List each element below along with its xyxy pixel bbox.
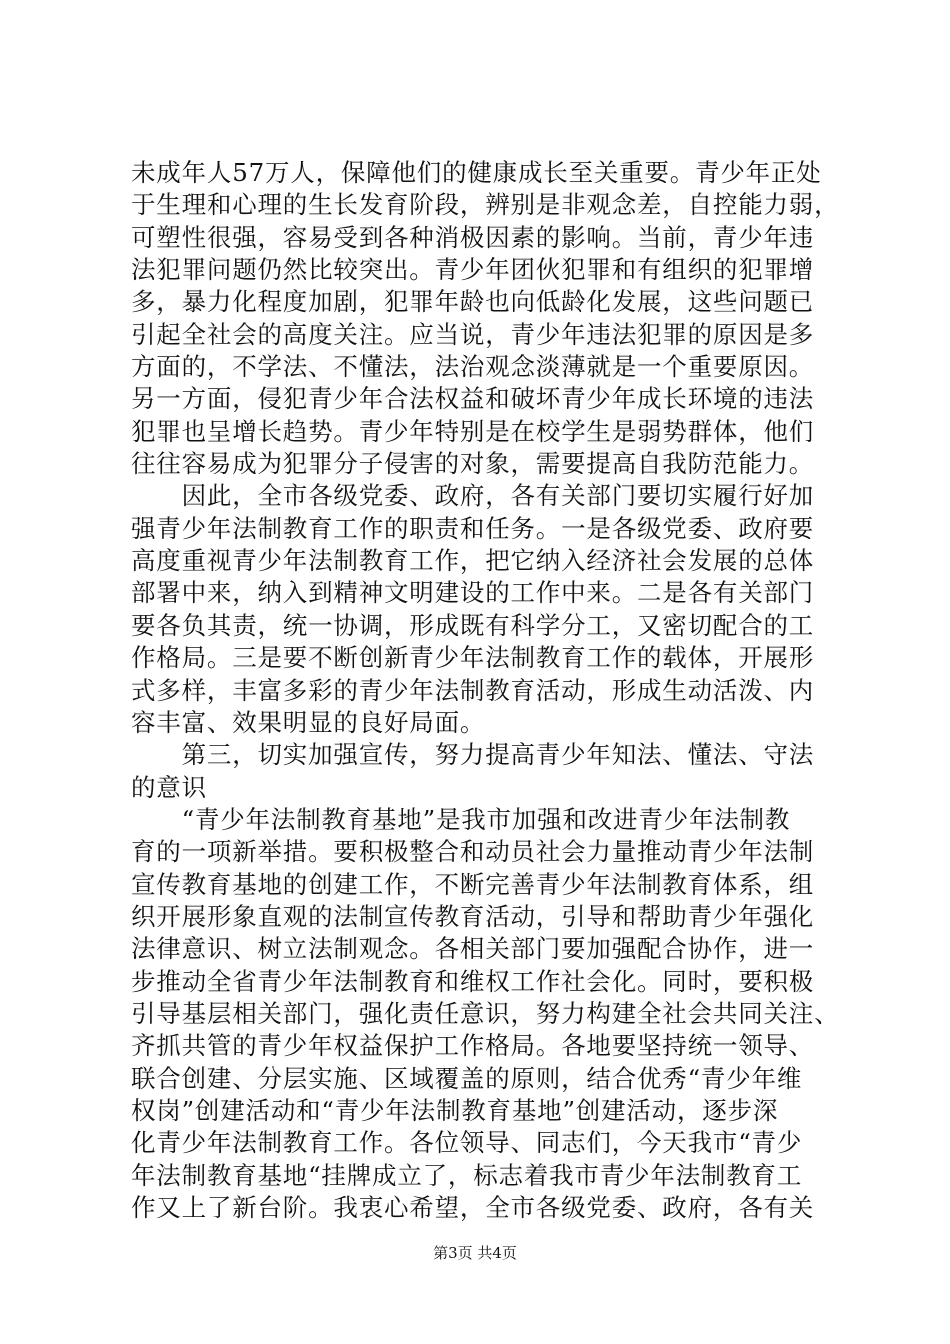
text-line: “青少年法制教育基地”是我市加强和改进青少年法制教 [131,804,791,834]
text-line: 步推动全省青少年法制教育和维权工作社会化。同时，要积极 [131,966,815,996]
text-line: 因此，全市各级党委、政府，各有关部门要切实履行好加 [131,481,815,511]
text-line: 法律意识、树立法制观念。各相关部门要加强配合协作，进一 [131,934,815,964]
text-line: 于生理和心理的生长发育阶段，辨别是非观念差，自控能力弱， [131,190,840,220]
text-line: 宣传教育基地的创建工作，不断完善青少年法制教育体系，组 [131,869,815,899]
text-line: 高度重视青少年法制教育工作，把它纳入经济社会发展的总体 [131,546,815,576]
body-text [131,157,840,1224]
text-line: 方面的，不学法、不懂法，法治观念淡薄就是一个重要原因。 [131,352,815,382]
text-line: 式多样，丰富多彩的青少年法制教育活动，形成生动活泼、内 [131,675,815,705]
text-line: 联合创建、分层实施、区域覆盖的原则，结合优秀“青少年维 [131,1063,803,1093]
text-line: 作格局。三是要不断创新青少年法制教育工作的载体，开展形 [131,643,815,673]
text-line: 犯罪也呈增长趋势。青少年特别是在校学生是弱势群体，他们 [131,416,815,446]
text-line: 育的一项新举措。要积极整合和动员社会力量推动青少年法制 [131,837,815,867]
page-number-footer: 第3页 共4页 [433,1244,517,1262]
text-line: 法犯罪问题仍然比较突出。青少年团伙犯罪和有组织的犯罪增 [131,255,815,285]
text-line: 化青少年法制教育工作。各位领导、同志们，今天我市“青少 [131,1128,803,1158]
text-line: 往往容易成为犯罪分子侵害的对象，需要提高自我防范能力。 [131,449,815,479]
text-line: 年法制教育基地“挂牌成立了，标志着我市青少年法制教育工 [131,1160,803,1190]
text-line: 织开展形象直观的法制宣传教育活动，引导和帮助青少年强化 [131,901,815,931]
text-line: 可塑性很强，容易受到各种消极因素的影响。当前，青少年违 [131,222,815,252]
text-line: 权岗”创建活动和“青少年法制教育基地”创建活动，逐步深 [131,1095,779,1125]
text-line: 强青少年法制教育工作的职责和任务。一是各级党委、政府要 [131,513,815,543]
text-line: 另一方面，侵犯青少年合法权益和破坏青少年成长环境的违法 [131,384,815,414]
section-heading-line: 的意识 [131,772,207,802]
text-line: 要各负其责，统一协调，形成既有科学分工，又密切配合的工 [131,610,815,640]
text-line: 引起全社会的高度关注。应当说，青少年违法犯罪的原因是多 [131,319,815,349]
text-line: 部署中来，纳入到精神文明建设的工作中来。二是各有关部门 [131,578,815,608]
text-line: 多，暴力化程度加剧，犯罪年龄也向低龄化发展，这些问题已 [131,287,815,317]
text-line: 引导基层相关部门，强化责任意识，努力构建全社会共同关注、 [131,998,840,1028]
section-heading-line: 第三，切实加强宣传，努力提高青少年知法、懂法、守法 [131,740,815,770]
text-line: 作又上了新台阶。我衷心希望，全市各级党委、政府，各有关 [131,1193,815,1222]
text-line: 齐抓共管的青少年权益保护工作格局。各地要坚持统一领导、 [131,1031,815,1061]
text-line: 未成年人57万人，保障他们的健康成长至关重要。青少年正处 [131,158,822,187]
text-line: 容丰富、效果明显的良好局面。 [131,707,486,737]
